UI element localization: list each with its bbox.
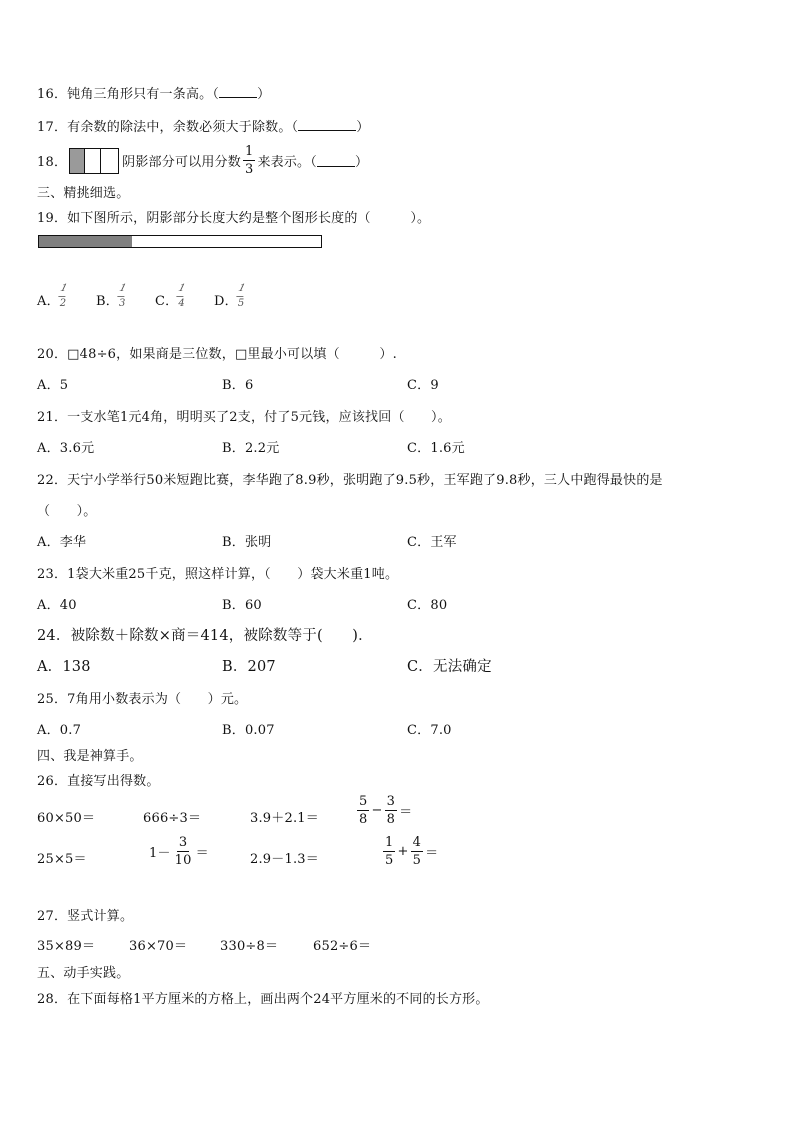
question-21 [37,406,451,425]
shaded-bar-figure [69,148,119,174]
question-text: □48÷6，如果商是三位数，□里最小可以填（ ）. [67,347,397,362]
option-c[interactable]: C．80 [407,598,448,613]
question-text: 被除数＋除数×商＝414，被除数等于( )． [70,628,373,644]
calc-item: 60×50＝ [37,811,96,826]
question-number: 26． [37,774,68,789]
option-a[interactable]: A．138 [37,659,91,675]
question-number: 20． [37,347,68,362]
question-16 [37,83,270,102]
question-text: 如下图所示，阴影部分长度大约是整个图形长度的（ ）。 [67,211,431,226]
question-17 [37,116,369,135]
option-b[interactable]: B．207 [222,659,276,675]
option-b[interactable]: B．张明 [222,535,272,550]
question-text: 钝角三角形只有一条高。（ [67,87,220,102]
answer-blank[interactable] [298,119,356,131]
shaded-part [39,236,132,247]
option-c[interactable]: C． 1 4 [155,283,187,309]
fraction: 1 3 [118,283,128,309]
question-text: 一支水笔1元4角，明明买了2支，付了5元钱，应该找回（ ）。 [67,410,451,425]
section-heading-4: 四、我是神算手。 [37,749,143,764]
question-number: 21． [37,410,68,425]
length-bar [38,235,322,248]
question-number: 19． [37,211,68,226]
option-c[interactable]: C．9 [407,378,439,393]
question-text: 1袋大米重25千克，照这样计算，（ ）袋大米重1吨。 [67,567,399,582]
question-text: 7角用小数表示为（ ）元。 [67,692,248,707]
question-28 [37,988,489,1007]
question-text: 竖式计算。 [67,909,134,924]
calc-item: 2.9－1.3＝ [250,852,319,867]
question-number: 25． [37,692,68,707]
question-24 [37,624,373,645]
option-b[interactable]: B．6 [222,378,254,393]
question-number: 22． [37,473,68,488]
option-b[interactable]: B．0.07 [222,723,275,738]
calc-item-fraction: $\frac{5}{8}$ − $\frac{3}{8}$ ＝ [359,794,413,827]
option-a[interactable]: A． 1 2 [37,283,69,309]
question-22-cont: （ ）。 [37,504,97,519]
calc-item: 666÷3＝ [143,811,202,826]
question-text: 直接写出得数。 [67,774,160,789]
question-19 [37,207,430,226]
calc-item: 3.9＋2.1＝ [250,811,319,826]
section-heading-3: 三、精挑细选。 [37,186,130,201]
calc-item: 36×70＝ [129,939,188,954]
option-c[interactable]: C．1.6元 [407,441,465,456]
fraction: $\frac{1}{5}$ [385,835,394,868]
question-number: 18． [37,155,68,170]
option-c[interactable]: C．无法确定 [407,659,492,675]
question-number: 23． [37,567,68,582]
fraction: $\frac{4}{5}$ [412,835,422,868]
calc-item-fraction: 1－ $\frac{3}{10}$ ＝ [149,835,209,868]
question-18 [37,145,368,176]
question-27 [37,905,133,924]
answer-blank[interactable] [317,155,355,167]
question-20 [37,343,397,362]
question-26 [37,770,160,789]
question-22 [37,469,663,488]
fraction: $\frac{3}{10}$ [174,835,192,868]
answer-blank[interactable] [219,86,257,98]
fraction: $\frac{1}{3}$ [244,144,254,177]
question-text: 在下面每格1平方厘米的方格上，画出两个24平方厘米的不同的长方形。 [67,992,489,1007]
fraction: $\frac{5}{8}$ [359,794,368,827]
question-text: 有余数的除法中，余数必须大于除数。（ [67,120,299,135]
fraction: $\frac{3}{8}$ [386,794,396,827]
option-a[interactable]: A．5 [37,378,69,393]
question-number: 16． [37,87,68,102]
option-c[interactable]: C．7.0 [407,723,452,738]
bracket-close: ） [257,87,271,102]
option-b[interactable]: B．2.2元 [222,441,280,456]
bracket-close: ） [356,120,370,135]
option-a[interactable]: A．40 [37,598,77,613]
fraction: 1 2 [58,283,69,309]
question-number: 28． [37,992,68,1007]
question-text-2: 来表示。（ [257,155,317,170]
question-number: 17． [37,120,68,135]
question-25 [37,688,247,707]
option-d[interactable]: D． 1 5 [214,283,247,309]
fraction: 1 5 [236,283,247,309]
option-a[interactable]: A．3.6元 [37,441,95,456]
option-a[interactable]: A．李华 [37,535,87,550]
section-heading-5: 五、动手实践。 [37,966,130,981]
option-a[interactable]: A．0.7 [37,723,82,738]
calc-item: 25×5＝ [37,852,87,867]
q19-options [37,283,247,309]
fraction: 1 4 [177,283,187,309]
bracket-close: ） [354,155,369,170]
calc-item: 330÷8＝ [220,939,279,954]
option-b[interactable]: B．60 [222,598,262,613]
question-number: 24． [37,628,71,644]
option-c[interactable]: C．王军 [407,535,457,550]
question-23 [37,563,398,582]
calc-item-fraction: $\frac{1}{5}$ + $\frac{4}{5}$ ＝ [385,835,439,868]
calc-item: 35×89＝ [37,939,96,954]
question-number: 27． [37,909,68,924]
question-text: 阴影部分可以用分数 [122,155,241,170]
option-b[interactable]: B． 1 3 [96,283,128,309]
calc-item: 652÷6＝ [313,939,372,954]
question-text: 天宁小学举行50米短跑比赛，李华跑了8.9秒，张明跑了9.5秒，王军跑了9.8秒，三人中跑得最快的是 [67,473,663,488]
